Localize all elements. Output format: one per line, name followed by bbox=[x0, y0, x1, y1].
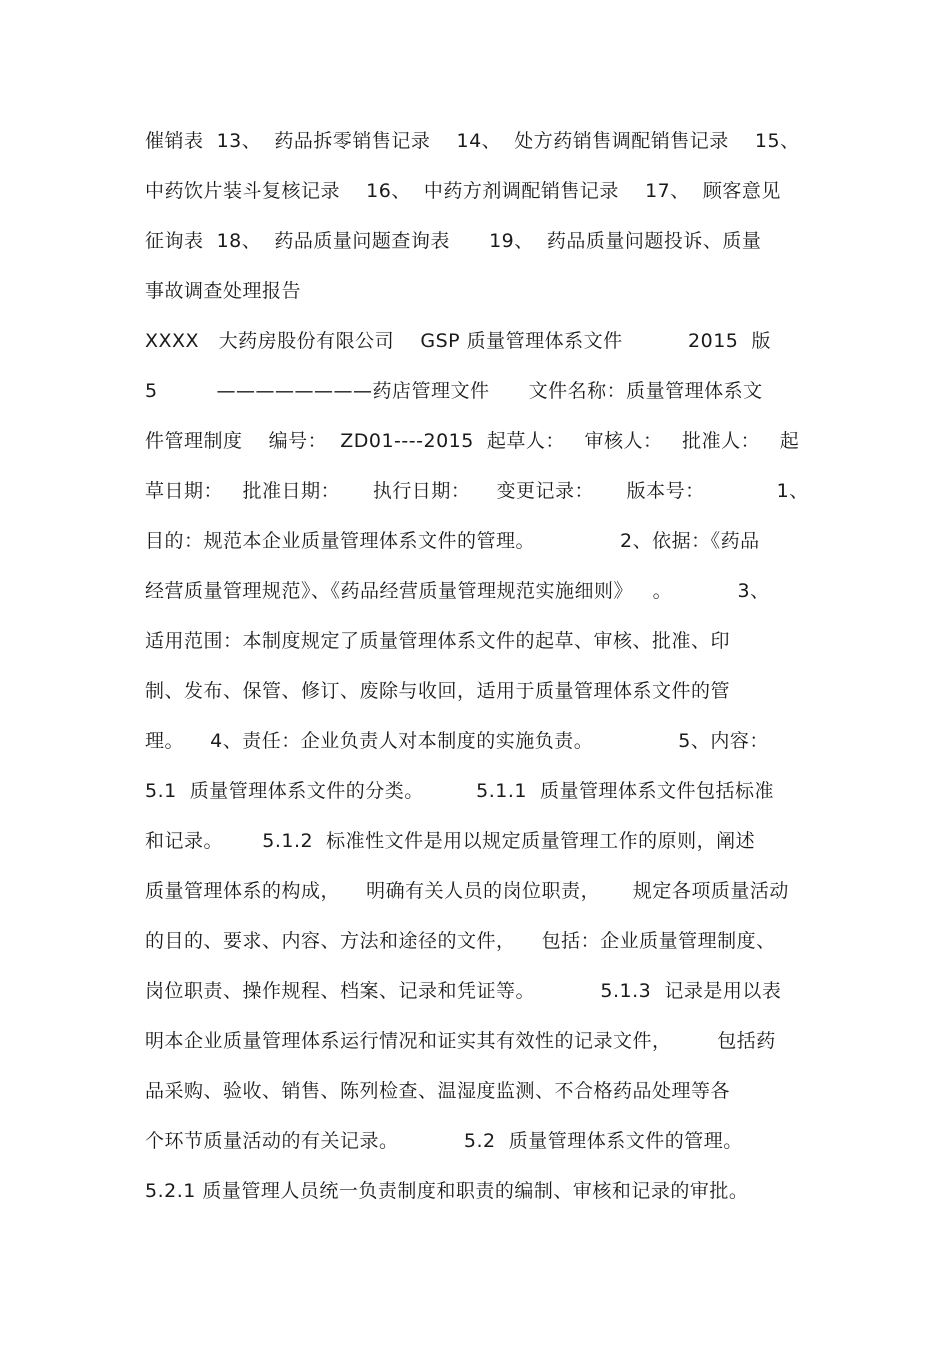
text-line: 质量管理体系的构成， 明确有关人员的岗位职责， 规定各项质量活动 bbox=[145, 880, 789, 902]
text-line: 草日期： 批准日期： 执行日期： 变更记录： 版本号： 1、 bbox=[145, 480, 809, 502]
text-line: 5 ————————药店管理文件 文件名称：质量管理体系文 bbox=[145, 380, 763, 402]
text-line: 件管理制度 编号： ZD01----2015 起草人： 审核人： 批准人： 起 bbox=[145, 430, 800, 452]
text-line: 制、发布、保管、修订、废除与收回，适用于质量管理体系文件的管 bbox=[145, 680, 731, 702]
text-line: 明本企业质量管理体系运行情况和证实其有效性的记录文件， 包括药 bbox=[145, 1030, 776, 1052]
text-line: 岗位职责、操作规程、档案、记录和凭证等。 5.1.3 记录是用以表 bbox=[145, 980, 782, 1002]
text-line: 征询表 18、 药品质量问题查询表 19、 药品质量问题投诉、质量 bbox=[145, 230, 762, 252]
text-line: 适用范围：本制度规定了质量管理体系文件的起草、审核、批准、印 bbox=[145, 630, 731, 652]
text-line: 的目的、要求、内容、方法和途径的文件， 包括：企业质量管理制度、 bbox=[145, 930, 776, 952]
text-line: 个环节质量活动的有关记录。 5.2 质量管理体系文件的管理。 bbox=[145, 1130, 743, 1152]
text-line: 5.1 质量管理体系文件的分类。 5.1.1 质量管理体系文件包括标准 bbox=[145, 780, 775, 802]
text-line: 中药饮片装斗复核记录 16、 中药方剂调配销售记录 17、 顾客意见 bbox=[145, 180, 781, 202]
text-line: 事故调查处理报告 bbox=[145, 280, 302, 302]
text-line: 5.2.1 质量管理人员统一负责制度和职责的编制、审核和记录的审批。 bbox=[145, 1180, 749, 1202]
text-line: XXXX 大药房股份有限公司 GSP 质量管理体系文件 2015 版 bbox=[145, 330, 771, 352]
text-line: 经营质量管理规范》、《药品经营质量管理规范实施细则》 。 3、 bbox=[145, 580, 770, 602]
text-line: 和记录。 5.1.2 标准性文件是用以规定质量管理工作的原则，阐述 bbox=[145, 830, 756, 852]
text-line: 目的：规范本企业质量管理体系文件的管理。 2、依据：《药品 bbox=[145, 530, 760, 552]
text-line: 理。 4、责任：企业负责人对本制度的实施负责。 5、内容： bbox=[145, 730, 769, 752]
text-line: 催销表 13、 药品拆零销售记录 14、 处方药销售调配销售记录 15、 bbox=[145, 130, 800, 152]
document-body bbox=[145, 116, 815, 1216]
text-line: 品采购、验收、销售、陈列检查、温湿度监测、不合格药品处理等各 bbox=[145, 1080, 731, 1102]
